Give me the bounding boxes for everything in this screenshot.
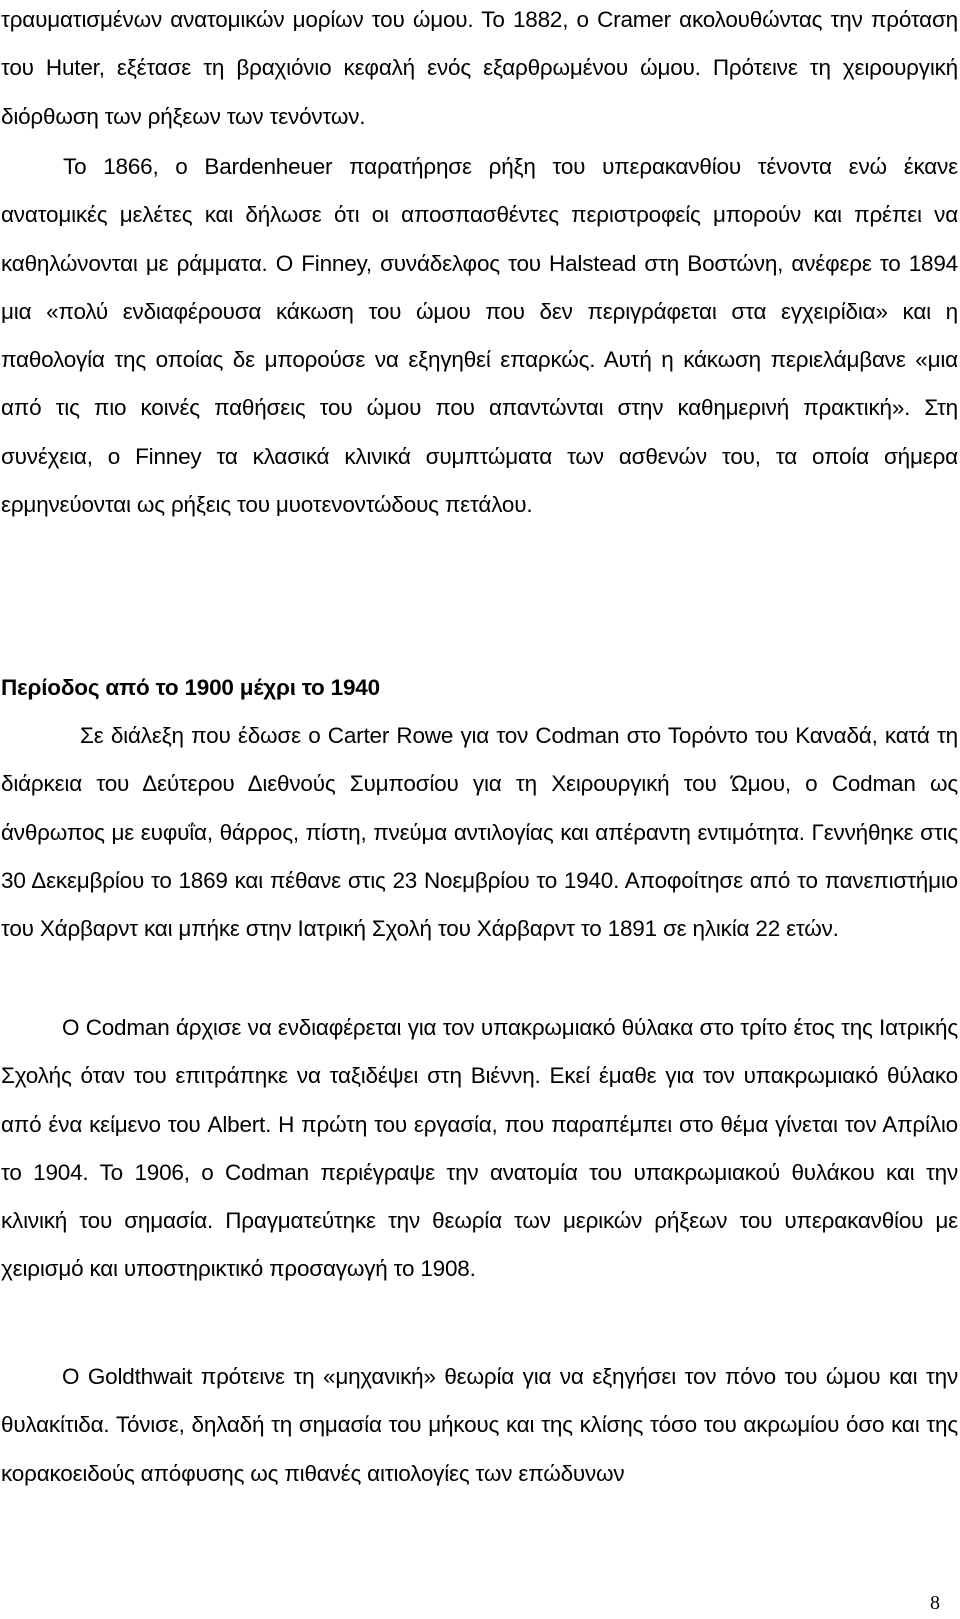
section-heading: Περίοδος από το 1900 μέχρι το 1940 xyxy=(1,675,380,700)
paragraph-bardenheuer-finney: Το 1866, ο Bardenheuer παρατήρησε ρήξη του υπερακανθίου τένοντα ενώ έκανε ανατομικές μελέτες και δήλωσε ότι οι αποσπασθέντες περιστροφείς μπορούν και πρέπει να καθηλώνονται με ράμματα. O Finney, συνάδελφος του Halstead στη Βοστώνη, ανέφερε το 1894 μια «πολύ ενδιαφέρουσα κάκωση του ώμου που δεν περιγράφεται στα εγχειρίδια» και η παθολογία της οποίας δε μπορούσε να εξηγηθεί επαρκώς. Αυτή η κάκωση περιελάμβανε «μια από τις πιο κοινές παθήσεις του ώμου που απαντώνται στην καθημερινή πρακτική». Στη συνέχεια, ο Finney τα κλασικά κλινικά συμπτώματα των ασθενών του, τα οποία σήμερα ερμηνεύονται ως ρήξεις του μυοτενοντώδους πετάλου. xyxy=(1,154,958,518)
paragraph-goldthwait: Ο Goldthwait πρότεινε τη «μηχανική» θεωρία για να εξηγήσει τον πόνο του ώμου και την θυλακίτιδα. Τόνισε, δηλαδή τη σημασία του μήκους και της κλίσης τόσο του ακρωμίου όσο και της κορακοειδούς απόφυσης ως πιθανές αιτιολογίες των επώδυνων xyxy=(1,1364,958,1486)
paragraph-codman-biography: Σε διάλεξη που έδωσε ο Carter Rowe για τον Codman στο Τορόντο του Καναδά, κατά τη διάρκεια του Δεύτερου Διεθνούς Συμποσίου για τη Χειρουργική του Ώμου, ο Codman ως άνθρωπος με ευφυΐα, θάρρος, πίστη, πνεύμα αντιλογίας και απέραντη εντιμότητα. Γεννήθηκε στις 30 Δεκεμβρίου το 1869 και πέθανε στις 23 Νοεμβρίου το 1940. Αποφοίτησε από το πανεπιστήμιο του Χάρβαρντ και μπήκε στην Ιατρική Σχολή του Χάρβαρντ το 1891 σε ηλικία 22 ετών. xyxy=(1,723,958,942)
paragraph-codman-bursa: Ο Codman άρχισε να ενδιαφέρεται για τον υπακρωμιακό θύλακα στο τρίτο έτος της Ιατρικής Σχολής όταν του επιτράπηκε να ταξιδέψει στη Βιέννη. Εκεί έμαθε για τον υπακρωμιακό θύλακο από ένα κείμενο του Albert. Η πρώτη του εργασία, που παραπέμπει στο θέμα γίνεται τον Απρίλιο το 1904. Το 1906, ο Codman περιέγραψε την ανατομία του υπακρωμιακού θυλάκου και την κλινική του σημασία. Πραγματεύτηκε την θεωρία των μερικών ρήξεων του υπερακανθίου με χειρισμό και υποστηρικτικό προσαγωγή το 1908. xyxy=(1,1015,958,1282)
paragraph-cramer: τραυματισμένων ανατομικών μορίων του ώμου. Το 1882, ο Cramer ακολουθώντας την πρόταση του Huter, εξέτασε τη βραχιόνιο κεφαλή ενός εξαρθρωμένου ώμου. Πρότεινε τη χειρουργική διόρθωση των ρήξεων των τενόντων. xyxy=(1,7,958,129)
page-number: 8 xyxy=(930,1592,940,1614)
